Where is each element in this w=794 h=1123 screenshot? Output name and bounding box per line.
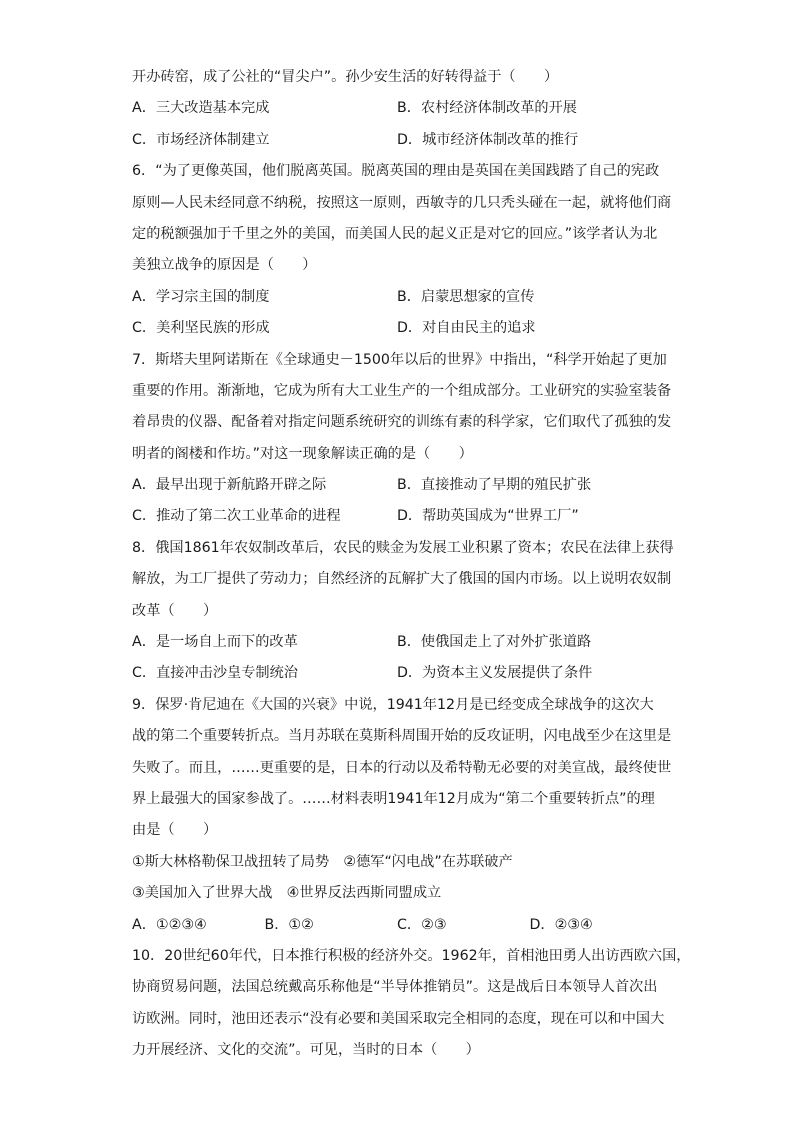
question-text-line: 6．“为了更像英国，他们脱离英国。脱离英国的理由是英国在美国践踏了自己的宪政 bbox=[132, 163, 660, 180]
option-b[interactable]: B．直接推动了早期的殖民扩张 bbox=[397, 477, 592, 494]
question-text-line: 着昂贵的仪器、配备着对指定问题系统研究的训练有素的科学家，它们取代了孤独的发 bbox=[132, 414, 672, 431]
option-a[interactable]: A．是一场自上而下的改革 bbox=[132, 634, 298, 651]
question-text-line: 解放，为工厂提供了劳动力；自然经济的瓦解扩大了俄国的国内市场。以上说明农奴制 bbox=[132, 571, 672, 588]
option-c[interactable]: C．推动了第二次工业革命的进程 bbox=[132, 508, 341, 525]
option-c[interactable]: C．美利坚民族的形成 bbox=[132, 320, 270, 337]
question-6 bbox=[132, 156, 672, 344]
question-text-line: 7．斯塔夫里阿诺斯在《全球通史－1500年以后的世界》中指出，“科学开始起了更加 bbox=[132, 351, 667, 368]
option-c[interactable]: C．市场经济体制建立 bbox=[132, 131, 270, 148]
option-a[interactable]: A．最早出现于新航路开辟之际 bbox=[132, 477, 327, 494]
statement-line: ①斯大林格勒保卫战扭转了局势 ②德军“闪电战”在苏联破产 bbox=[132, 853, 513, 870]
option-d[interactable]: D．②③④ bbox=[529, 916, 593, 933]
question-text-line: 重要的作用。渐渐地，它成为所有大工业生产的一个组成部分。工业研究的实验室装备 bbox=[132, 382, 672, 399]
option-c[interactable]: C．②③ bbox=[397, 916, 447, 933]
options-row bbox=[132, 910, 662, 941]
question-text-line: 失败了。而且，……更重要的是，日本的行动以及希特勒无必要的对美宣战，最终使世 bbox=[132, 759, 672, 776]
option-b[interactable]: B．①② bbox=[264, 916, 314, 933]
question-text-line: 力开展经济、文化的交流”。可见，当时的日本（ ） bbox=[132, 1042, 480, 1059]
question-text-line: 9．保罗·肯尼迪在《大国的兴衰》中说，1941年12月是已经变成全球战争的这次大 bbox=[132, 696, 654, 713]
question-text-line: 访欧洲。同时，池田还表示“没有必要和美国采取完全相同的态度，现在可以和中国大 bbox=[132, 1010, 665, 1027]
question-content bbox=[132, 62, 691, 1067]
question-7 bbox=[132, 345, 672, 533]
option-b[interactable]: B．使俄国走上了对外扩张道路 bbox=[397, 634, 592, 651]
options-row bbox=[132, 282, 662, 313]
question-9 bbox=[132, 690, 672, 941]
options-row bbox=[132, 470, 662, 501]
question-text-line: 原则—人民未经同意不纳税，按照这一原则，西敏寺的几只秃头碰在一起，就将他们商 bbox=[132, 194, 672, 211]
options-row bbox=[132, 501, 662, 532]
question-text-line: 界上最强大的国家参战了。……材料表明1941年12月成为“第二个重要转折点”的理 bbox=[132, 790, 655, 807]
options-row bbox=[132, 627, 662, 658]
options-row bbox=[132, 658, 662, 689]
option-d[interactable]: D．对自由民主的追求 bbox=[397, 320, 536, 337]
option-d[interactable]: D．城市经济体制改革的推行 bbox=[397, 131, 579, 148]
question-text-line: 协商贸易问题，法国总统戴高乐称他是“半导体推销员”。这是战后日本领导人首次出 bbox=[132, 979, 658, 996]
statement-line: ③美国加入了世界大战 ④世界反法西斯同盟成立 bbox=[132, 885, 442, 902]
question-text-line: 明者的阁楼和作坊。”对这一现象解读正确的是（ ） bbox=[132, 445, 473, 462]
question-text-line: 8．俄国1861年农奴制改革后，农民的赎金为发展工业积累了资本；农民在法律上获得 bbox=[132, 539, 674, 556]
options-row bbox=[132, 313, 662, 344]
option-b[interactable]: B．启蒙思想家的宣传 bbox=[397, 288, 535, 305]
option-a[interactable]: A．三大改造基本完成 bbox=[132, 100, 270, 117]
question-5-tail bbox=[132, 62, 662, 156]
option-b[interactable]: B．农村经济体制改革的开展 bbox=[397, 100, 577, 117]
question-text-line: 美独立战争的原因是（ ） bbox=[132, 257, 317, 274]
question-text-line: 战的第二个重要转折点。当月苏联在莫斯科周围开始的反攻证明，闪电战至少在这里是 bbox=[132, 728, 672, 745]
question-text-line: 由是（ ） bbox=[132, 822, 218, 839]
question-10 bbox=[132, 941, 691, 1067]
question-text-line: 定的税额强加于千里之外的美国，而美国人民的起义正是对它的回应。”该学者认为北 bbox=[132, 225, 658, 242]
question-text-line: 改革（ ） bbox=[132, 602, 218, 619]
option-a[interactable]: A．学习宗主国的制度 bbox=[132, 288, 270, 305]
question-text-line: 开办砖窑，成了公社的“冒尖户”。孙少安生活的好转得益于（ ） bbox=[132, 69, 559, 85]
option-d[interactable]: D．为资本主义发展提供了条件 bbox=[397, 665, 593, 682]
option-c[interactable]: C．直接冲击沙皇专制统治 bbox=[132, 665, 298, 682]
question-8 bbox=[132, 533, 674, 690]
option-d[interactable]: D．帮助英国成为“世界工厂” bbox=[397, 508, 579, 525]
question-text-line: 10．20世纪60年代，日本推行积极的经济外交。1962年，首相池田勇人出访西欧六国， bbox=[132, 947, 691, 964]
option-a[interactable]: A．①②③④ bbox=[132, 916, 207, 933]
options-row bbox=[132, 93, 662, 124]
options-row bbox=[132, 125, 662, 156]
